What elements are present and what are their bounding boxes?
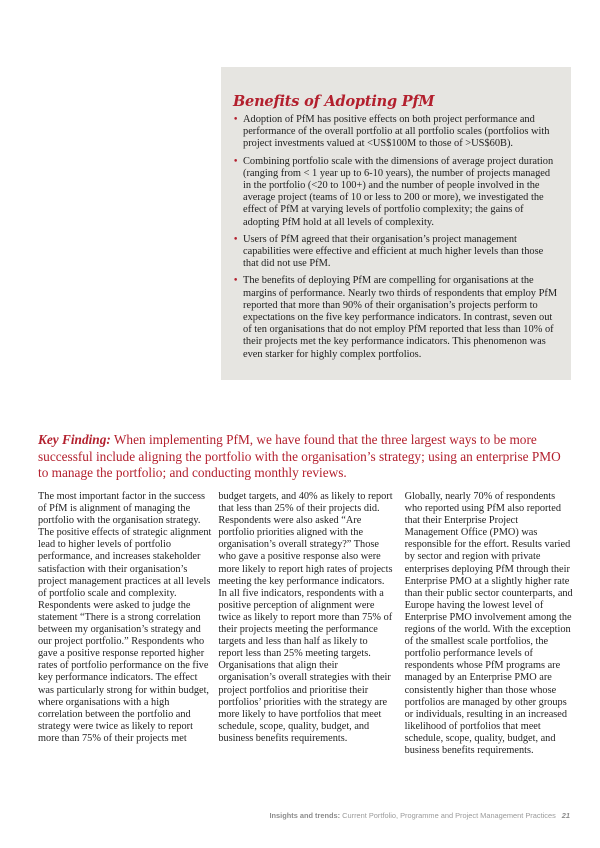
- key-finding-text: When implementing PfM, we have found that the three largest ways to be more successful include aligning the portfolio with the organisation’s strategy; using an enterprise PMO to manage the portfolio; and conducting monthly reviews.: [38, 432, 561, 480]
- bullet-icon: •: [233, 276, 239, 287]
- key-finding-label: Key Finding:: [38, 432, 111, 447]
- page-number: 21: [561, 811, 570, 820]
- bullet-text: Combining portfolio scale with the dimensions of average project duration (ranging from < 1 year up to 6-10 years), the number of projects managed in the portfolio (<20 to 100+) and the number of people involved in the average project (teams of 10 or less to 200 or more), we investigated the effect of PfM at varying levels of portfolio complexity; the gains of adopting PfM hold at all levels of complexity.: [243, 155, 554, 228]
- list-item: [233, 275, 559, 360]
- list-item: [233, 234, 559, 271]
- bullet-text: Users of PfM agreed that their organisation’s project management capabilities were effective and efficient at much higher levels than those that did not use PfM.: [243, 233, 544, 270]
- bullet-icon: •: [233, 115, 239, 125]
- list-item: [233, 156, 559, 229]
- page-footer: [0, 811, 570, 821]
- footer-title: Current Portfolio, Programme and Project Management Practices: [340, 811, 556, 820]
- bullet-text: Adoption of PfM has positive effects on both project performance and performance of the overall portfolio at all portfolio scales (portfolios with project investments valued at <US$100M to those of >US$60B).: [243, 114, 550, 150]
- body-columns: [38, 491, 573, 757]
- body-column-1: The most important factor in the success of PfM is alignment of managing the portfolio with the organisation strategy. The positive effects of strategic alignment lead to higher levels of portfolio performance, and increases stakeholder satisfaction with their organisation’s project management practices at all levels of portfolio scale and complexity. Respondents were asked to judge the statement “There is a strong correlation between my organisation’s strategy and our project portfolio.” Respondents who gave a positive response reported higher rates of portfolio performance on the five key performance indicators. The effect was particularly strong for within budget, where organisations with a high correlation between the portfolio and strategy were twice as likely to report more than 75% of their projects met: [38, 491, 212, 744]
- sidebar-title: Benefits of Adopting PfM: [233, 93, 435, 110]
- body-column-2: budget targets, and 40% as likely to report that less than 25% of their projects did. Respondents were also asked “Are portfolio priorities aligned with the organisation’s overall strategy?” Those who gave a positive response also were more likely to report high rates of projects meeting the key performance indicators. In all five indicators, respondents with a positive perception of alignment were twice as likely to report more than 75% of their projects meeting the performance targets and less than half as likely to report less than 25% meeting targets. Organisations that align their organisation’s overall strategies with their project portfolios and prioritise their portfolios’ priorities with the strategy are more likely to have portfolios that meet schedule, scope, quality, budget, and business benefits requirements.: [218, 491, 393, 744]
- ghost-artifact: [135, 190, 139, 204]
- footer-label: Insights and trends:: [269, 811, 341, 820]
- key-finding: [38, 432, 568, 482]
- benefits-list: [233, 114, 559, 361]
- body-column-3: Globally, nearly 70% of respondents who reported using PfM also reported that their Enterprise Project Management Office (PMO) was responsible for the effort. Results varied by sector and region with private enterprises deploying PfM through their Enterprise PMO at a slightly higher rate than their public sector counterparts, and Europe having the lowest level of Enterprise PMO involvement among the regions of the world. With the exception of the smallest scale portfolios, the portfolio performance levels of respondents whose PfM programs are managed by an Enterprise PMO are consistently higher than those whose portfolios are managed by other groups or individuals, resulting in an increased likelihood of portfolios that meet schedule, scope, quality, budget, and business benefits requirements.: [404, 491, 573, 756]
- bullet-icon: •: [233, 234, 239, 245]
- benefits-sidebar: [221, 67, 571, 380]
- bullet-text: The benefits of deploying PfM are compelling for organisations at the margins of performance. Nearly two thirds of respondents that employ PfM reported that more than 90% of their organisation’s projects perform to expectations on the five key performance indicators. In contrast, seven out of ten organisations that do not employ PfM reported that less than 10% of their projects met the key performance indicators. This phenomenon was even starker for highly complex portfolios.: [243, 275, 558, 360]
- bullet-icon: •: [233, 156, 239, 167]
- list-item: [233, 114, 559, 151]
